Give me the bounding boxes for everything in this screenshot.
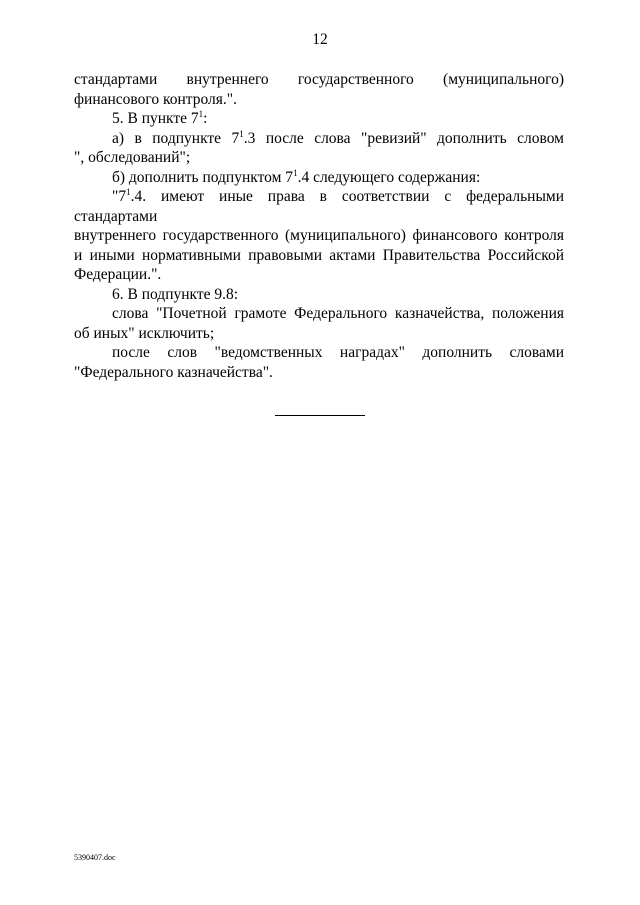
item-5-heading: 5. В пункте $7^1$:: [112, 109, 208, 127]
text-line: стандартами внутреннего государственного (муниципального): [74, 71, 564, 88]
text-line: об иных" исключить;: [74, 324, 215, 342]
item-5a-text: а) в подпункте $7^1.3$ после слова "ревизий" дополнить словом: [112, 128, 564, 147]
quoted-subclause: "$7^1.4$. имеют иные права в соответствии с федеральными стандартами: [74, 187, 564, 225]
document-body: [74, 70, 564, 382]
text-line: слова "Почетной грамоте Федерального казначейства, положения: [112, 305, 564, 322]
document-file-id: 5390407.doc: [74, 853, 116, 862]
end-of-document-rule: [275, 415, 365, 416]
text-line: ", обследований";: [74, 149, 191, 166]
item-5b-text: б) дополнить подпунктом $7^1.4$ следующего содержания:: [112, 167, 481, 186]
text-line: внутреннего государственного (муниципального) финансового контроля: [74, 227, 564, 244]
item-6-heading: 6. В подпункте 9.8:: [112, 285, 239, 303]
text-line: после слов "ведомственных наградах" дополнить словами: [112, 344, 564, 361]
text-line: и иными нормативными правовыми актами Правительства Российской: [74, 246, 564, 264]
page-number: 12: [312, 31, 328, 48]
text-line: финансового контроля.".: [74, 90, 237, 108]
text-line: Федерации.".: [74, 266, 162, 283]
text-line: "Федерального казначейства".: [74, 363, 273, 381]
